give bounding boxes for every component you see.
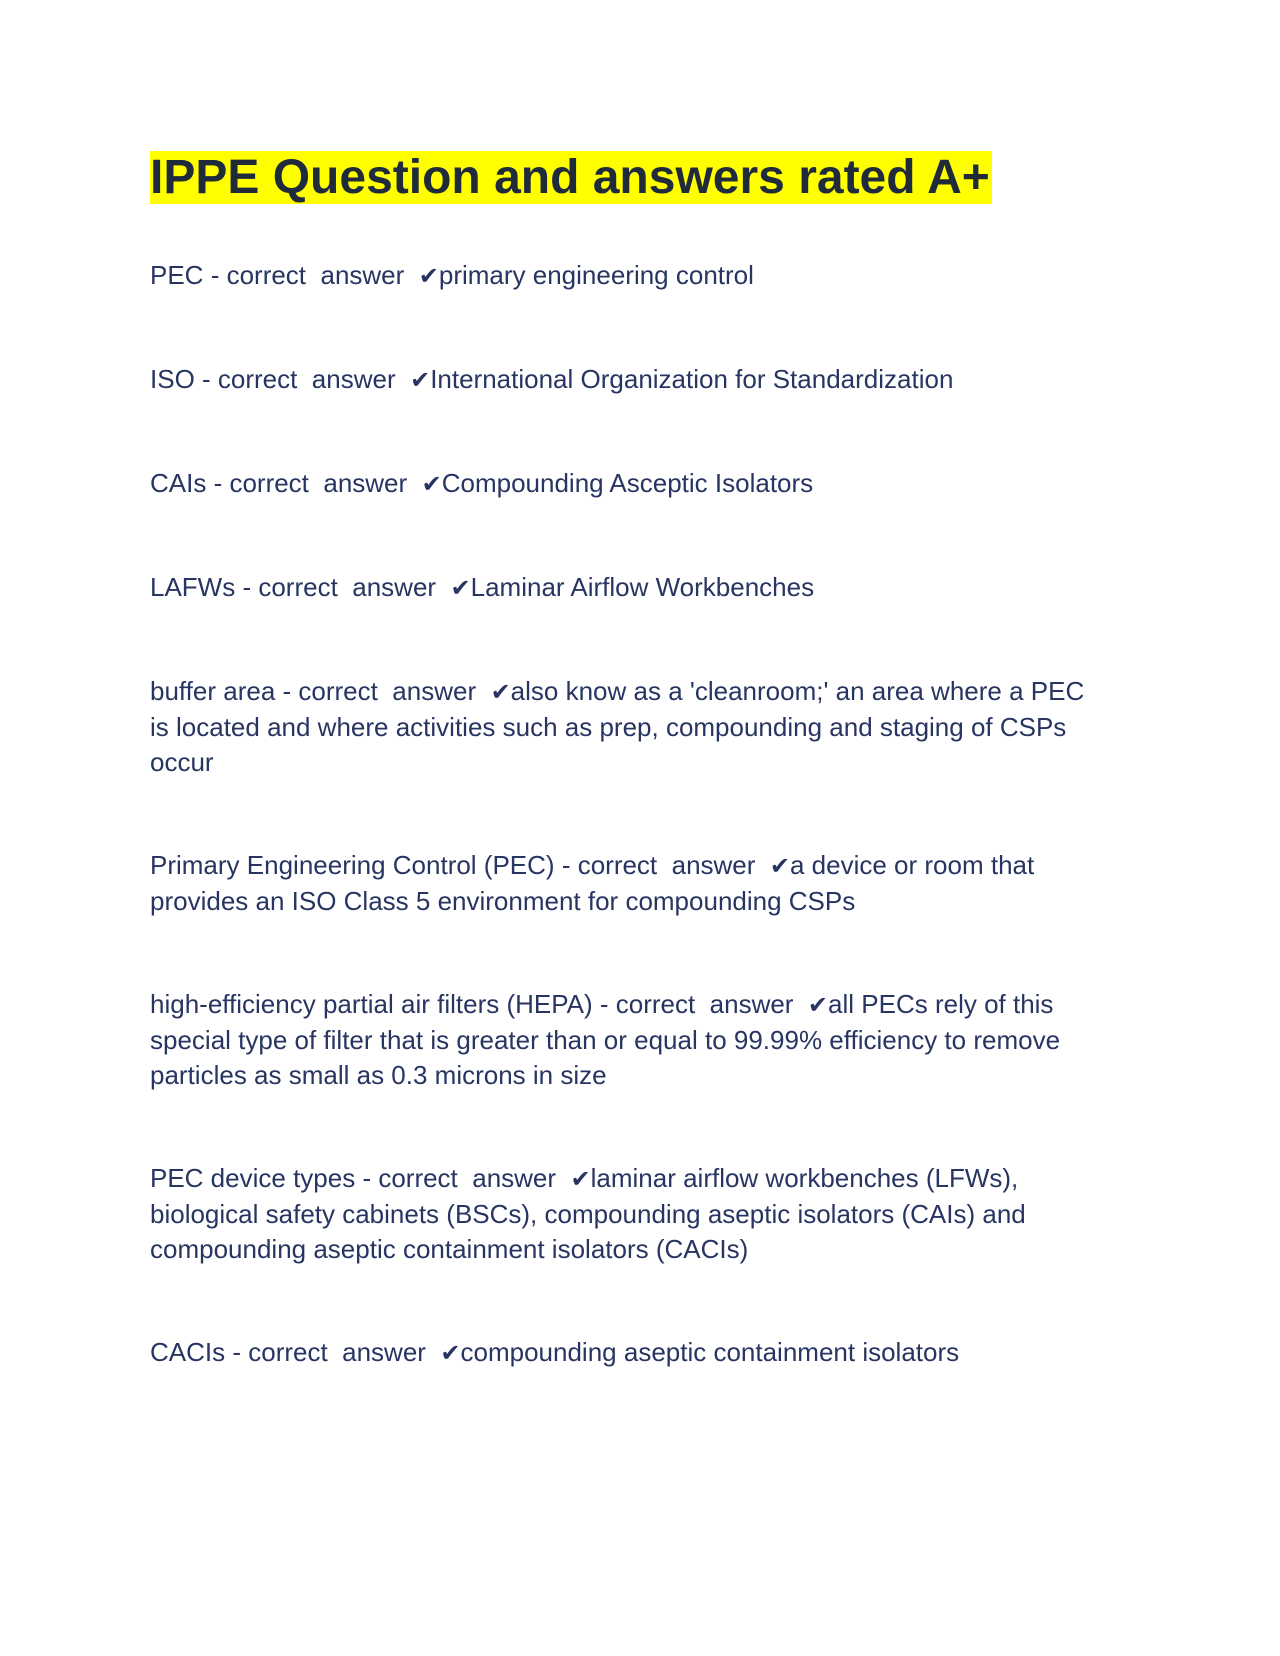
checkmark-icon: ✔ bbox=[807, 991, 829, 1019]
checkmark-icon: ✔ bbox=[418, 262, 439, 290]
document-title bbox=[150, 148, 992, 208]
qa-answer: Compounding Asceptic Isolators bbox=[441, 468, 814, 498]
checkmark-icon: ✔ bbox=[490, 678, 511, 706]
qa-connector: - correct answer bbox=[592, 989, 808, 1019]
qa-answer: laminar airflow workbenches (LFWs), biological safety cabinets (BSCs), compounding aseptic isolators (CAIs) and compounding aseptic containment isolators (CACIs) bbox=[150, 1163, 1026, 1264]
qa-answer: Laminar Airflow Workbenches bbox=[470, 572, 815, 602]
qa-entry bbox=[150, 570, 1110, 606]
qa-answer: International Organization for Standardization bbox=[430, 364, 954, 394]
qa-entry bbox=[150, 674, 1110, 780]
qa-term: Primary Engineering Control (PEC) bbox=[150, 850, 555, 880]
qa-entry bbox=[150, 848, 1110, 919]
qa-entry bbox=[150, 1335, 1110, 1371]
qa-term: ISO bbox=[150, 364, 195, 394]
qa-entry bbox=[150, 362, 1110, 398]
qa-entry bbox=[150, 466, 1110, 502]
qa-entry bbox=[150, 258, 1110, 294]
qa-answer: also know as a 'cleanroom;' an area where a PEC is located and where activities such as prep, compounding and staging of CSPs occur bbox=[150, 676, 1085, 777]
checkmark-icon: ✔ bbox=[410, 366, 431, 394]
qa-connector: - correct answer bbox=[225, 1337, 441, 1367]
checkmark-icon: ✔ bbox=[421, 470, 442, 498]
qa-answer: all PECs rely of this special type of filter that is greater than or equal to 99.99% efficiency to remove particles as small as 0.3 microns in size bbox=[150, 989, 1061, 1090]
qa-connector: - correct answer bbox=[203, 260, 419, 290]
qa-list bbox=[150, 258, 1110, 1439]
qa-connector: - correct answer bbox=[275, 676, 491, 706]
checkmark-icon: ✔ bbox=[570, 1165, 591, 1193]
qa-answer: a device or room that provides an ISO Class 5 environment for compounding CSPs bbox=[150, 850, 1035, 916]
qa-entry bbox=[150, 987, 1110, 1093]
document-title-text: IPPE Question and answers rated A+ bbox=[150, 151, 990, 204]
qa-answer: compounding aseptic containment isolators bbox=[460, 1337, 960, 1367]
checkmark-icon: ✔ bbox=[450, 574, 471, 602]
checkmark-icon: ✔ bbox=[769, 852, 790, 880]
qa-connector: - correct answer bbox=[235, 572, 451, 602]
qa-term: PEC bbox=[150, 260, 204, 290]
qa-term: CACIs bbox=[150, 1337, 226, 1367]
qa-connector: - correct answer bbox=[355, 1163, 571, 1193]
qa-term: high-efficiency partial air filters (HEPA) bbox=[150, 989, 593, 1019]
qa-term: PEC device types bbox=[150, 1163, 356, 1193]
qa-connector: - correct answer bbox=[206, 468, 422, 498]
qa-term: buffer area bbox=[150, 676, 276, 706]
qa-term: CAIs bbox=[150, 468, 207, 498]
qa-entry bbox=[150, 1161, 1110, 1267]
qa-connector: - correct answer bbox=[194, 364, 411, 394]
qa-connector: - correct answer bbox=[554, 850, 770, 880]
checkmark-icon: ✔ bbox=[440, 1339, 461, 1367]
qa-answer: primary engineering control bbox=[438, 260, 754, 290]
qa-term: LAFWs bbox=[150, 572, 236, 602]
